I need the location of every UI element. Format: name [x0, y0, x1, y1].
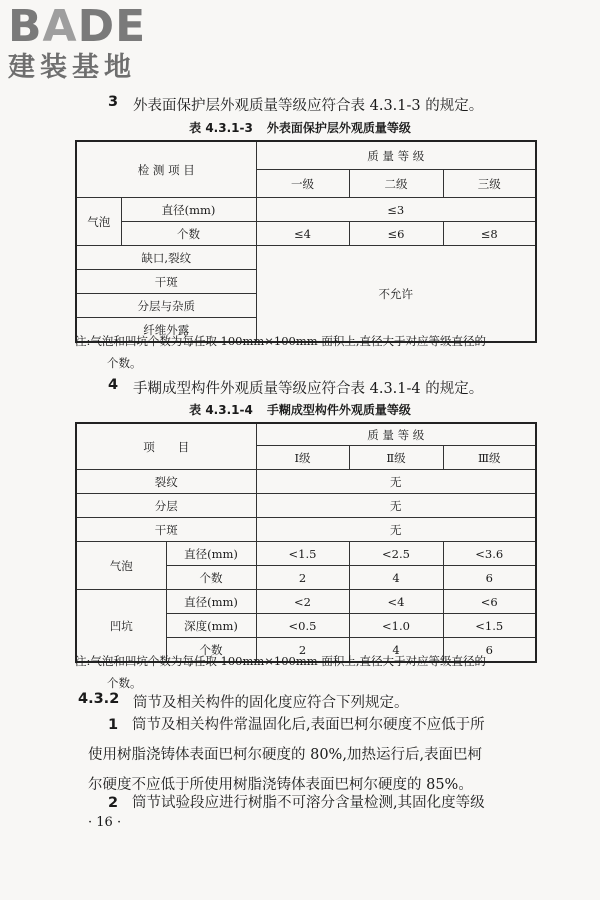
table-row [76, 246, 536, 270]
note-line: 个数。 [107, 356, 142, 370]
grade-2-header: Ⅱ级 [349, 446, 443, 470]
paragraph-1-line: 尔硬度不应低于所使用树脂浇铸体表面巴柯尔硬度的 85%。 [88, 777, 473, 793]
bubble-sub-label: 直径(mm) [166, 542, 256, 566]
count-value: ≤6 [349, 222, 443, 246]
count-value: ≤8 [443, 222, 536, 246]
body-paragraph-2 [88, 788, 548, 818]
defect-label: 干斑 [76, 518, 256, 542]
pit-value: 2 [256, 638, 349, 663]
table-row [76, 542, 536, 566]
defect-value: 无 [256, 470, 536, 494]
not-allowed-cell: 不允许 [256, 246, 536, 343]
table-row [76, 423, 536, 446]
pit-value: <1.0 [349, 614, 443, 638]
pit-value: 6 [443, 638, 536, 663]
item-4-text: 手糊成型构件外观质量等级应符合表 4.3.1-4 的规定。 [133, 381, 484, 397]
pit-value: <1.5 [443, 614, 536, 638]
logo-letters-de: DE [77, 1, 147, 52]
pit-sub-label: 深度(mm) [166, 614, 256, 638]
table-row [76, 518, 536, 542]
table-header-grade: 质 量 等 级 [256, 423, 536, 446]
bubble-value: 4 [349, 566, 443, 590]
paragraph-1-line: 使用树脂浇铸体表面巴柯尔硬度的 80%,加热运行后,表面巴柯 [88, 747, 483, 763]
table-2-caption [0, 401, 600, 418]
logo-letter-b: B [8, 1, 43, 52]
table-1-note [75, 330, 545, 374]
bubble-sub-label: 个数 [166, 566, 256, 590]
paragraph-1-number: 1 [108, 717, 119, 733]
paragraph-2-line: 筒节试验段应进行树脂不可溶分含量检测,其固化度等级 [132, 795, 485, 811]
item-3-number: 3 [108, 94, 119, 110]
table-row [76, 494, 536, 518]
defect-label: 纤维外露 [76, 318, 256, 343]
grade-3-header: 三级 [443, 170, 536, 198]
logo-subtitle: 建装基地 [8, 52, 136, 83]
paragraph-2-number: 2 [108, 795, 119, 811]
pit-sub-label: 直径(mm) [166, 590, 256, 614]
pit-sub-label: 个数 [166, 638, 256, 663]
count-value: ≤4 [256, 222, 349, 246]
logo-wordmark [8, 1, 178, 52]
paragraph-1-line: 筒节及相关构件常温固化后,表面巴柯尔硬度不应低于所 [132, 717, 485, 733]
defect-label: 分层 [76, 494, 256, 518]
pit-value: <6 [443, 590, 536, 614]
pit-value: 4 [349, 638, 443, 663]
logo-letter-a: A [42, 1, 78, 52]
diameter-value: ≤3 [256, 198, 536, 222]
bubble-label: 气泡 [76, 542, 166, 590]
table-row [76, 222, 536, 246]
table-2-title: 手糊成型构件外观质量等级 [266, 403, 411, 417]
defect-label: 缺口,裂纹 [76, 246, 256, 270]
table-row [76, 141, 536, 170]
pit-value: <0.5 [256, 614, 349, 638]
defect-label: 裂纹 [76, 470, 256, 494]
diameter-label: 直径(mm) [121, 198, 256, 222]
defect-value: 无 [256, 518, 536, 542]
bubble-value: <3.6 [443, 542, 536, 566]
note-line: 注:气泡和凹坑个数为每任取 100mm×100mm 面积上,直径大于对应等级直径的 [75, 654, 486, 668]
table-1-number: 表 4.3.1-3 [189, 121, 253, 135]
grade-1-header: Ⅰ级 [256, 446, 349, 470]
bubble-value: <1.5 [256, 542, 349, 566]
defect-label: 干斑 [76, 270, 256, 294]
table-header-item: 项 目 [76, 423, 256, 470]
note-line: 注:气泡和凹坑个数为每任取 100mm×100mm 面积上,直径大于对应等级直径的 [75, 334, 486, 348]
table-1-title: 外表面保护层外观质量等级 [266, 121, 411, 135]
section-text: 筒节及相关构件的固化度应符合下列规定。 [133, 695, 409, 711]
table-2-note [75, 650, 545, 694]
count-label: 个数 [121, 222, 256, 246]
table-header-item: 检 测 项 目 [76, 141, 256, 198]
bubble-value: 2 [256, 566, 349, 590]
bubble-label: 气泡 [76, 198, 121, 246]
grade-2-header: 二级 [349, 170, 443, 198]
table-row [76, 590, 536, 614]
page-number: · 16 · [88, 815, 122, 830]
pit-label: 凹坑 [76, 590, 166, 663]
table-1-caption [0, 119, 600, 136]
grade-1-header: 一级 [256, 170, 349, 198]
defect-label: 分层与杂质 [76, 294, 256, 318]
defect-value: 无 [256, 494, 536, 518]
table-row [76, 198, 536, 222]
section-number: 4.3.2 [78, 691, 120, 707]
table-2 [75, 422, 537, 663]
bubble-value: 6 [443, 566, 536, 590]
brand-logo [8, 1, 178, 84]
body-paragraph-1 [88, 710, 548, 800]
item-3-text: 外表面保护层外观质量等级应符合表 4.3.1-3 的规定。 [133, 98, 484, 114]
bubble-value: <2.5 [349, 542, 443, 566]
item-4-number: 4 [108, 377, 119, 393]
pit-value: <2 [256, 590, 349, 614]
table-2-number: 表 4.3.1-4 [189, 403, 253, 417]
table-1 [75, 140, 537, 343]
pit-value: <4 [349, 590, 443, 614]
table-header-grade: 质 量 等 级 [256, 141, 536, 170]
table-row [76, 470, 536, 494]
grade-3-header: Ⅲ级 [443, 446, 536, 470]
note-line: 个数。 [107, 676, 142, 690]
